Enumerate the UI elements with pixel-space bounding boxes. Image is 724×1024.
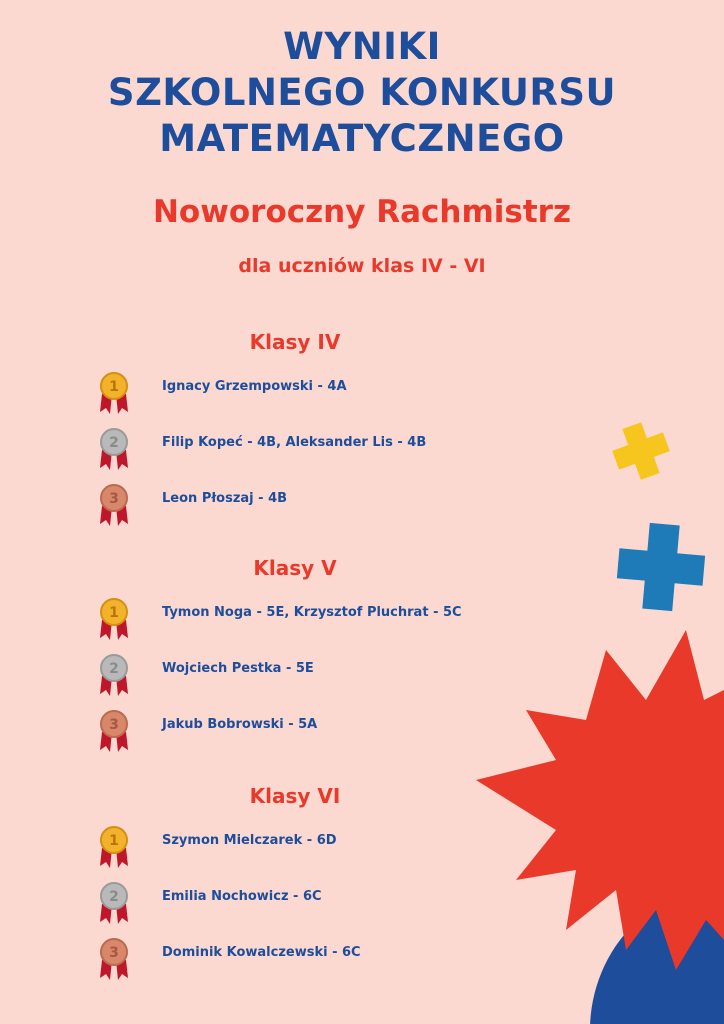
gold-medal-icon — [96, 826, 132, 870]
section-title: Klasy VI — [249, 784, 341, 808]
result-text: Emilia Nochowicz - 6C — [162, 889, 322, 904]
result-row — [96, 826, 526, 872]
contest-name: Noworoczny Rachmistrz — [152, 194, 571, 230]
result-text: Leon Płoszaj - 4B — [162, 491, 288, 506]
result-row — [96, 372, 526, 418]
page-title — [0, 24, 724, 162]
result-row — [96, 428, 526, 474]
medal-rank: 2 — [109, 889, 119, 905]
result-row — [96, 484, 526, 530]
result-text: Szymon Mielczarek - 6D — [162, 833, 337, 848]
gold-medal-icon — [96, 372, 132, 416]
result-row — [96, 710, 526, 756]
medal-rank: 2 — [109, 661, 119, 677]
silver-medal-icon — [96, 654, 132, 698]
bronze-medal-icon — [96, 484, 132, 528]
result-text: Wojciech Pestka - 5E — [162, 661, 314, 676]
result-text: Ignacy Grzempowski - 4A — [162, 379, 347, 394]
section-title: Klasy V — [253, 556, 337, 580]
result-row — [96, 598, 526, 644]
medal-rank: 1 — [109, 379, 119, 395]
title-line: MATEMATYCZNEGO — [159, 117, 565, 160]
result-row — [96, 938, 526, 984]
silver-medal-icon — [96, 882, 132, 926]
yellow-plus-icon — [610, 420, 672, 482]
medal-rank: 3 — [109, 717, 119, 733]
result-row — [96, 654, 526, 700]
medal-rank: 3 — [109, 945, 119, 961]
medal-rank: 2 — [109, 435, 119, 451]
section-title: Klasy IV — [249, 330, 341, 354]
title-line: SZKOLNEGO KONKURSU — [107, 71, 617, 114]
medal-rank: 3 — [109, 491, 119, 507]
result-text: Tymon Noga - 5E, Krzysztof Pluchrat - 5C — [162, 605, 462, 620]
title-line: WYNIKI — [283, 25, 441, 68]
bronze-medal-icon — [96, 938, 132, 982]
medal-rank: 1 — [109, 833, 119, 849]
silver-medal-icon — [96, 428, 132, 472]
result-text: Filip Kopeć - 4B, Aleksander Lis - 4B — [162, 435, 427, 450]
result-text: Jakub Bobrowski - 5A — [162, 717, 318, 732]
result-text: Dominik Kowalczewski - 6C — [162, 945, 361, 960]
audience-label: dla uczniów klas IV - VI — [238, 255, 486, 277]
result-row — [96, 882, 526, 928]
blue-plus-icon — [612, 520, 710, 614]
gold-medal-icon — [96, 598, 132, 642]
bronze-medal-icon — [96, 710, 132, 754]
medal-rank: 1 — [109, 605, 119, 621]
